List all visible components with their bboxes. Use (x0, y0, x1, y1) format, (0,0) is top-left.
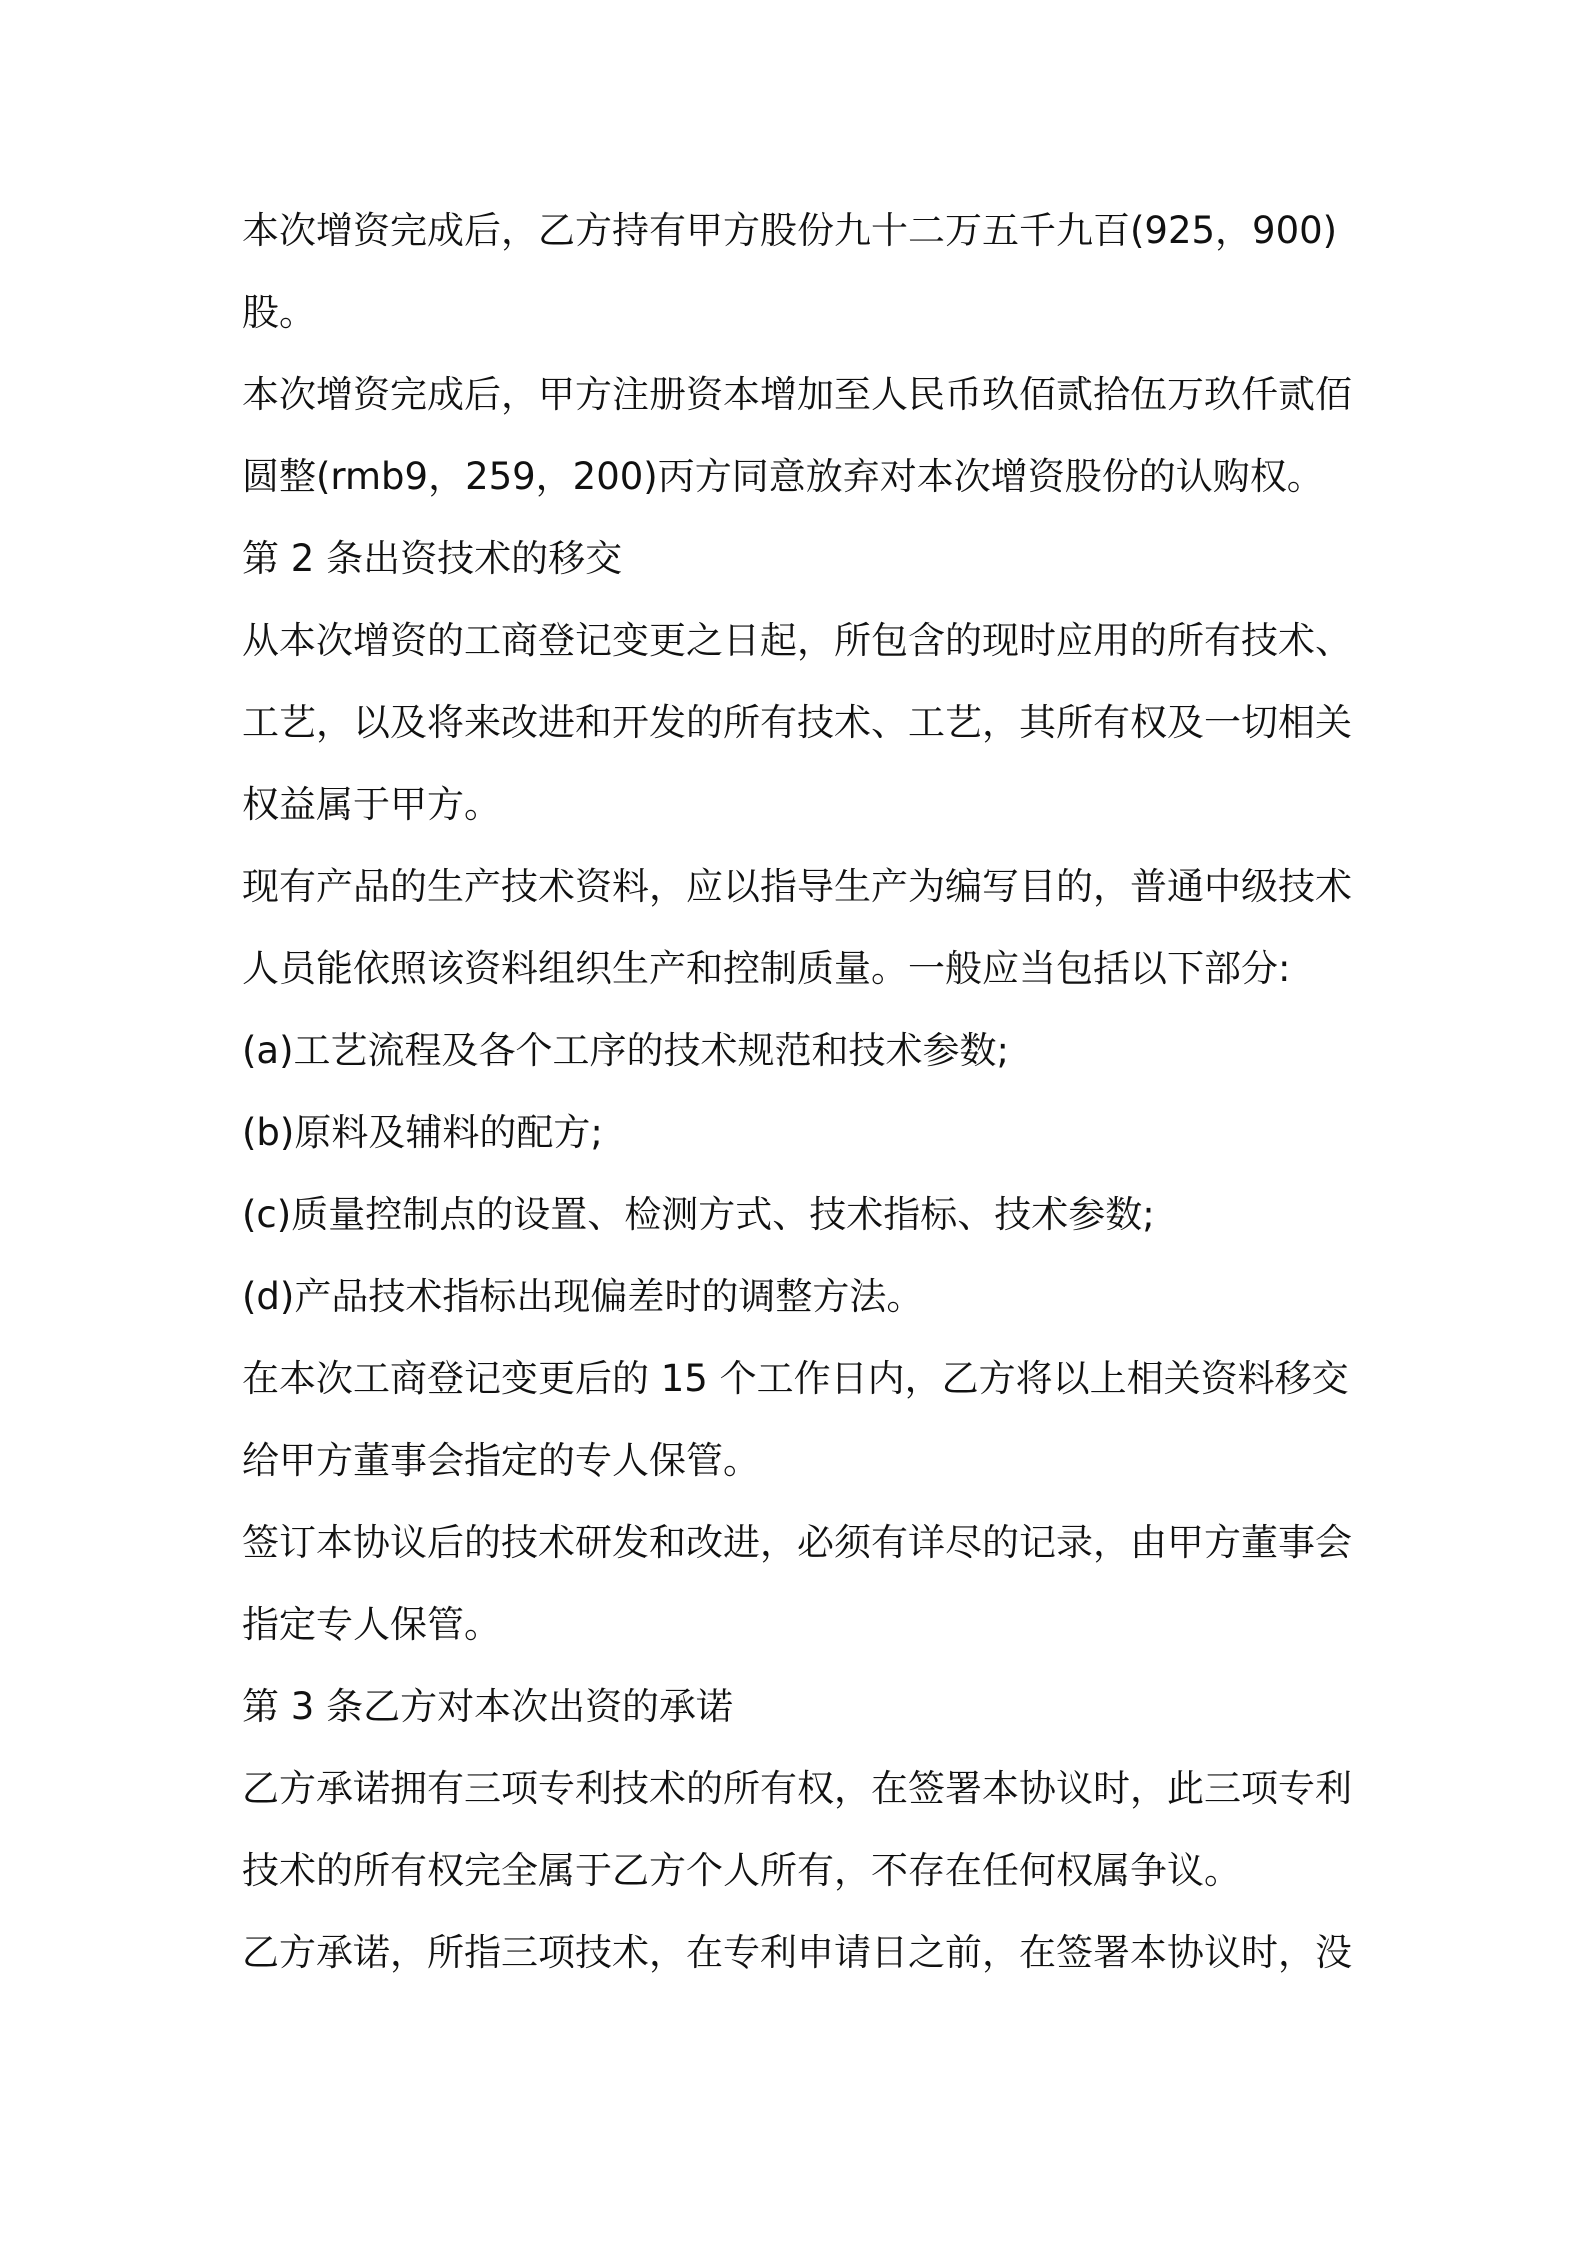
paragraph-line: 指定专人保管。 (242, 1603, 501, 1646)
list-item: (b)原料及辅料的配方; (242, 1111, 603, 1154)
paragraph-line: 本次增资完成后，甲方注册资本增加至人民币玖佰贰拾伍万玖仟贰佰 (242, 373, 1352, 416)
paragraph-line: 现有产品的生产技术资料，应以指导生产为编写目的，普通中级技术 (242, 865, 1352, 908)
paragraph-line: 工艺，以及将来改进和开发的所有技术、工艺，其所有权及一切相关 (242, 701, 1352, 744)
paragraph-line: 给甲方董事会指定的专人保管。 (242, 1439, 760, 1482)
list-item: (c)质量控制点的设置、检测方式、技术指标、技术参数; (242, 1193, 1155, 1236)
section-heading: 第 3 条乙方对本次出资的承诺 (242, 1685, 734, 1728)
paragraph-line: 在本次工商登记变更后的 15 个工作日内，乙方将以上相关资料移交 (242, 1357, 1349, 1400)
paragraph-line: 圆整(rmb9，259，200)丙方同意放弃对本次增资股份的认购权。 (242, 455, 1324, 498)
paragraph-line: 签订本协议后的技术研发和改进，必须有详尽的记录，由甲方董事会 (242, 1521, 1352, 1564)
list-item: (d)产品技术指标出现偏差时的调整方法。 (242, 1275, 924, 1318)
paragraph-line: 股。 (242, 291, 316, 334)
list-item: (a)工艺流程及各个工序的技术规范和技术参数; (242, 1029, 1010, 1072)
paragraph-line: 乙方承诺拥有三项专利技术的所有权，在签署本协议时，此三项专利 (242, 1767, 1352, 1810)
paragraph-line: 乙方承诺，所指三项技术，在专利申请日之前，在签署本协议时，没 (242, 1931, 1352, 1974)
document-body (242, 190, 1372, 1994)
paragraph-line: 从本次增资的工商登记变更之日起，所包含的现时应用的所有技术、 (242, 619, 1352, 662)
paragraph-line: 技术的所有权完全属于乙方个人所有，不存在任何权属争议。 (242, 1849, 1241, 1892)
paragraph-line: 权益属于甲方。 (242, 783, 501, 826)
section-heading: 第 2 条出资技术的移交 (242, 537, 623, 580)
paragraph-line: 人员能依照该资料组织生产和控制质量。一般应当包括以下部分: (242, 947, 1291, 990)
paragraph-line: 本次增资完成后，乙方持有甲方股份九十二万五千九百(925，900) (242, 209, 1338, 252)
